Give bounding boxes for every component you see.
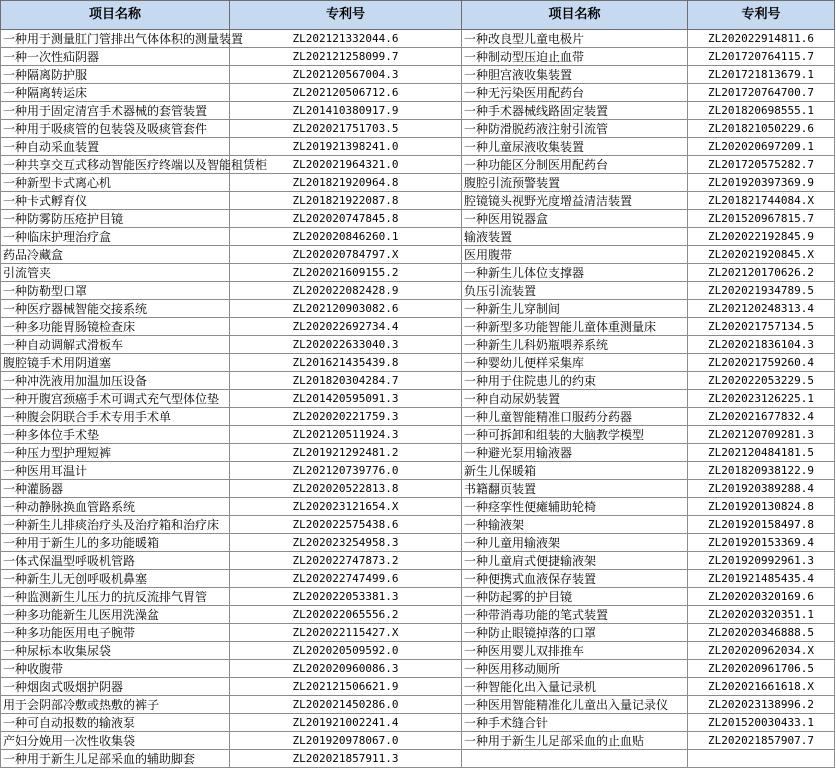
patent-number-right-cell: ZL202120484181.5 [688, 444, 835, 462]
table-row [1, 552, 835, 570]
table-row [1, 498, 835, 516]
table-row [1, 228, 835, 246]
project-name-left-cell: 一种收腹带 [1, 660, 230, 678]
patent-number-left-cell: ZL202022575438.6 [230, 516, 462, 534]
project-name-left-cell: 一种用于固定清宫手术器械的套管装置 [1, 102, 230, 120]
patent-number-left-cell: ZL202022065556.2 [230, 606, 462, 624]
project-name-right-cell: 一种新生儿体位支撑器 [462, 264, 688, 282]
project-name-right-cell: 一种医用锐器盒 [462, 210, 688, 228]
table-row [1, 318, 835, 336]
header-row [1, 1, 835, 30]
patent-number-right-cell: ZL201921485435.4 [688, 570, 835, 588]
project-name-left-cell: 一种多体位手术垫 [1, 426, 230, 444]
patent-number-right-cell: ZL202020320351.1 [688, 606, 835, 624]
patent-number-left-cell: ZL202120903082.6 [230, 300, 462, 318]
project-name-left-cell: 药品冷藏盒 [1, 246, 230, 264]
project-name-right-cell: 输液装置 [462, 228, 688, 246]
project-name-right-cell: 一种新生儿科奶瓶喂养系统 [462, 336, 688, 354]
patent-number-left-cell: ZL201921002241.4 [230, 714, 462, 732]
project-name-right-cell: 腔镜镜头视野光度增益清洁装置 [462, 192, 688, 210]
table-row [1, 156, 835, 174]
project-name-left-cell: 一种防勒型口罩 [1, 282, 230, 300]
project-name-left-cell: 用于会阴部冷敷或热敷的裤子 [1, 696, 230, 714]
project-name-left-cell: 一种尿标本收集尿袋 [1, 642, 230, 660]
patent-number-left-cell: ZL202021751703.5 [230, 120, 462, 138]
table-row [1, 264, 835, 282]
patent-number-right-cell: ZL202021759260.4 [688, 354, 835, 372]
patent-number-right-cell: ZL202023138996.2 [688, 696, 835, 714]
project-name-left-cell: 一种医疗器械智能交接系统 [1, 300, 230, 318]
project-name-right-cell: 一种手术器械线路固定装置 [462, 102, 688, 120]
project-name-left-cell: 一种隔离防护服 [1, 66, 230, 84]
patent-number-left-cell: ZL202023254958.3 [230, 534, 462, 552]
patent-number-right-cell: ZL201821050229.6 [688, 120, 835, 138]
patent-number-right-cell: ZL202120709281.3 [688, 426, 835, 444]
table-row [1, 354, 835, 372]
project-name-left-cell: 一种用于测量肛门管排出气体体积的测量装置 [1, 30, 230, 48]
table-row [1, 336, 835, 354]
patent-number-right-cell: ZL201720764115.7 [688, 48, 835, 66]
project-name-left-cell: 一种多功能胃肠镜检查床 [1, 318, 230, 336]
table-row [1, 408, 835, 426]
project-name-right-cell: 一种防止眼镜掉落的口罩 [462, 624, 688, 642]
header-project-name-right: 项目名称 [462, 1, 688, 30]
patent-number-right-cell: ZL202021661618.X [688, 678, 835, 696]
table-row [1, 678, 835, 696]
project-name-left-cell: 一种开腹宫颈癌手术可调式充气型体位垫 [1, 390, 230, 408]
table-row [1, 192, 835, 210]
project-name-right-cell: 一种痉挛性便瘫辅助轮椅 [462, 498, 688, 516]
patent-number-right-cell: ZL201520030433.1 [688, 714, 835, 732]
patent-number-right-cell: ZL202020961706.5 [688, 660, 835, 678]
project-name-right-cell: 一种制动型压迫止血带 [462, 48, 688, 66]
project-name-right-cell [462, 750, 688, 768]
project-name-left-cell: 一种烟囱式吸烟护阴器 [1, 678, 230, 696]
table-row [1, 606, 835, 624]
patent-number-right-cell: ZL201920130824.8 [688, 498, 835, 516]
table-row [1, 372, 835, 390]
project-name-left-cell: 一种监测新生儿压力的抗反流排气胃管 [1, 588, 230, 606]
patent-number-right-cell: ZL201820938122.9 [688, 462, 835, 480]
patent-number-left-cell: ZL201820304284.7 [230, 372, 462, 390]
project-name-left-cell: 一种临床护理治疗盒 [1, 228, 230, 246]
patent-number-right-cell: ZL202022914811.6 [688, 30, 835, 48]
project-name-right-cell: 书籍翻页装置 [462, 480, 688, 498]
patent-number-left-cell: ZL202022692734.4 [230, 318, 462, 336]
project-name-right-cell: 一种防滑脱药液注射引流管 [462, 120, 688, 138]
project-name-right-cell: 一种手术缝合针 [462, 714, 688, 732]
project-name-left-cell: 一种用于新生儿的多功能暖箱 [1, 534, 230, 552]
project-name-left-cell: 一种一次性疝阴器 [1, 48, 230, 66]
patent-number-left-cell: ZL202022053381.3 [230, 588, 462, 606]
project-name-left-cell: 一种防雾防压疮护目镜 [1, 210, 230, 228]
project-name-right-cell: 一种用于住院患儿的约束 [462, 372, 688, 390]
patent-number-right-cell: ZL201920992961.3 [688, 552, 835, 570]
table-row [1, 534, 835, 552]
project-name-left-cell: 一种新型卡式离心机 [1, 174, 230, 192]
table-row [1, 390, 835, 408]
table-row [1, 426, 835, 444]
patent-number-left-cell: ZL201821922087.8 [230, 192, 462, 210]
project-name-right-cell: 一种可拆卸和组装的大脑教学模型 [462, 426, 688, 444]
project-name-left-cell: 一种冲洗液用加温加压设备 [1, 372, 230, 390]
project-name-left-cell: 一种新生儿无创呼吸机鼻塞 [1, 570, 230, 588]
project-name-right-cell: 一种儿童肩式便捷输液架 [462, 552, 688, 570]
patent-number-right-cell: ZL201920153369.4 [688, 534, 835, 552]
patent-number-left-cell: ZL201921398241.0 [230, 138, 462, 156]
table-row [1, 300, 835, 318]
patent-number-right-cell: ZL202023126225.1 [688, 390, 835, 408]
table-row [1, 30, 835, 48]
project-name-left-cell: 一种隔离转运床 [1, 84, 230, 102]
table-row [1, 732, 835, 750]
patent-number-right-cell: ZL201920397369.9 [688, 174, 835, 192]
patent-number-right-cell: ZL202021677832.4 [688, 408, 835, 426]
patent-number-left-cell: ZL202120511924.3 [230, 426, 462, 444]
project-name-right-cell: 一种医用智能精准化儿童出入量记录仪 [462, 696, 688, 714]
table-row [1, 138, 835, 156]
patent-number-left-cell: ZL202023121654.X [230, 498, 462, 516]
project-name-right-cell: 一种避光泵用输液器 [462, 444, 688, 462]
patent-number-right-cell: ZL201920389288.4 [688, 480, 835, 498]
project-name-left-cell: 一种多功能新生儿医用洗澡盆 [1, 606, 230, 624]
table-row [1, 462, 835, 480]
patent-number-left-cell: ZL202020846260.1 [230, 228, 462, 246]
project-name-right-cell: 一种儿童用输液架 [462, 534, 688, 552]
patent-number-right-cell: ZL202022053229.5 [688, 372, 835, 390]
patent-number-left-cell: ZL202021450286.0 [230, 696, 462, 714]
patent-number-left-cell: ZL202021609155.2 [230, 264, 462, 282]
patent-number-left-cell: ZL202021857911.3 [230, 750, 462, 768]
project-name-left-cell: 一种用于吸痰管的包装袋及吸痰管套件 [1, 120, 230, 138]
patent-number-right-cell: ZL201721813679.1 [688, 66, 835, 84]
table-row [1, 696, 835, 714]
project-name-left-cell: 产妇分娩用一次性收集袋 [1, 732, 230, 750]
project-name-left-cell: 一种用于新生儿足部采血的辅助脚套 [1, 750, 230, 768]
patent-number-left-cell: ZL201410380917.9 [230, 102, 462, 120]
table-row [1, 246, 835, 264]
header-patent-number-right: 专利号 [688, 1, 835, 30]
project-name-right-cell: 一种新生儿穿制间 [462, 300, 688, 318]
patent-number-left-cell: ZL201821920964.8 [230, 174, 462, 192]
patent-number-left-cell: ZL201921292481.2 [230, 444, 462, 462]
patent-number-right-cell: ZL202021836104.3 [688, 336, 835, 354]
project-name-right-cell: 一种智能化出入量记录机 [462, 678, 688, 696]
project-name-right-cell: 腹腔引流预警装置 [462, 174, 688, 192]
project-name-right-cell: 一种功能区分制医用配药台 [462, 156, 688, 174]
patent-number-left-cell: ZL202020221759.3 [230, 408, 462, 426]
patent-number-left-cell: ZL202121258099.7 [230, 48, 462, 66]
patent-number-right-cell: ZL202022192845.9 [688, 228, 835, 246]
project-name-right-cell: 一种无污染医用配药台 [462, 84, 688, 102]
table-row [1, 444, 835, 462]
patent-number-left-cell: ZL202120739776.0 [230, 462, 462, 480]
patent-number-left-cell: ZL202020522813.8 [230, 480, 462, 498]
project-name-right-cell: 一种自动尿奶装置 [462, 390, 688, 408]
project-name-left-cell: 一种自动采血装置 [1, 138, 230, 156]
project-name-right-cell: 一种婴幼儿便样采集库 [462, 354, 688, 372]
project-name-left-cell: 一种灌肠器 [1, 480, 230, 498]
patent-number-right-cell: ZL202021857907.7 [688, 732, 835, 750]
project-name-right-cell: 负压引流装置 [462, 282, 688, 300]
project-name-right-cell: 一种改良型儿童电极片 [462, 30, 688, 48]
patent-number-right-cell: ZL202021757134.5 [688, 318, 835, 336]
project-name-left-cell: 一种医用耳温计 [1, 462, 230, 480]
project-name-left-cell: 一种自动调解式滑板车 [1, 336, 230, 354]
project-name-left-cell: 引流管夹 [1, 264, 230, 282]
table-row [1, 174, 835, 192]
project-name-right-cell: 一种胆宫液收集装置 [462, 66, 688, 84]
table-row [1, 48, 835, 66]
patent-number-left-cell: ZL201920978067.0 [230, 732, 462, 750]
patent-number-left-cell: ZL202022747499.6 [230, 570, 462, 588]
patent-number-left-cell: ZL202020747845.8 [230, 210, 462, 228]
table-row [1, 480, 835, 498]
table-row [1, 120, 835, 138]
project-name-right-cell: 新生儿保暖箱 [462, 462, 688, 480]
project-name-right-cell: 一种输液架 [462, 516, 688, 534]
patent-number-right-cell: ZL201821744084.X [688, 192, 835, 210]
patent-number-right-cell: ZL202120248313.4 [688, 300, 835, 318]
project-name-left-cell: 腹腔镜手术用阴道塞 [1, 354, 230, 372]
patent-number-right-cell: ZL202120170626.2 [688, 264, 835, 282]
table-row [1, 282, 835, 300]
project-name-left-cell: 一种新生儿排痰治疗头及治疗箱和治疗床 [1, 516, 230, 534]
project-name-left-cell: 一种腹会阴联合手术专用手术单 [1, 408, 230, 426]
patent-number-left-cell: ZL202120567004.3 [230, 66, 462, 84]
patent-number-left-cell: ZL202020784797.X [230, 246, 462, 264]
table-row [1, 102, 835, 120]
table-row [1, 210, 835, 228]
table-row [1, 66, 835, 84]
patent-number-left-cell: ZL202022633040.3 [230, 336, 462, 354]
header-project-name-left: 项目名称 [1, 1, 230, 30]
project-name-right-cell: 一种用于新生儿足部采血的止血贴 [462, 732, 688, 750]
patent-number-right-cell: ZL201820698555.1 [688, 102, 835, 120]
table-row [1, 588, 835, 606]
project-name-left-cell: 一种动静脉换血管路系统 [1, 498, 230, 516]
project-name-left-cell: 一体式保温型呼吸机管路 [1, 552, 230, 570]
patent-number-left-cell: ZL201621435439.8 [230, 354, 462, 372]
table-row [1, 624, 835, 642]
patent-number-right-cell: ZL202020346888.5 [688, 624, 835, 642]
patent-number-right-cell [688, 750, 835, 768]
patent-number-right-cell: ZL201520967815.7 [688, 210, 835, 228]
patent-number-right-cell: ZL202021934789.5 [688, 282, 835, 300]
project-name-right-cell: 一种带消毒功能的笔式装置 [462, 606, 688, 624]
patent-number-left-cell: ZL202020960086.3 [230, 660, 462, 678]
table-row [1, 570, 835, 588]
project-name-left-cell: 一种多功能医用电子腕带 [1, 624, 230, 642]
patent-number-left-cell: ZL202022115427.X [230, 624, 462, 642]
project-name-right-cell: 医用腹带 [462, 246, 688, 264]
project-name-left-cell: 一种压力型护理短裤 [1, 444, 230, 462]
patent-number-left-cell: ZL202021964321.0 [230, 156, 462, 174]
project-name-left-cell: 一种共享交互式移动智能医疗终端以及智能租赁柜 [1, 156, 230, 174]
table-row [1, 516, 835, 534]
patent-number-right-cell: ZL201720575282.7 [688, 156, 835, 174]
project-name-left-cell: 一种可自动报数的输液泵 [1, 714, 230, 732]
patent-number-left-cell: ZL202120506712.6 [230, 84, 462, 102]
header-patent-number-left: 专利号 [230, 1, 462, 30]
patent-number-right-cell: ZL201720764700.7 [688, 84, 835, 102]
patent-number-right-cell: ZL201920158497.8 [688, 516, 835, 534]
project-name-left-cell: 一种卡式孵育仪 [1, 192, 230, 210]
patent-number-left-cell: ZL202121506621.9 [230, 678, 462, 696]
patent-number-right-cell: ZL202021920845.X [688, 246, 835, 264]
table-row [1, 714, 835, 732]
table-row [1, 84, 835, 102]
patent-number-left-cell: ZL202020509592.0 [230, 642, 462, 660]
patent-number-left-cell: ZL202121332044.6 [230, 30, 462, 48]
patent-number-left-cell: ZL201420595091.3 [230, 390, 462, 408]
table-row [1, 660, 835, 678]
patent-number-right-cell: ZL202020962034.X [688, 642, 835, 660]
project-name-right-cell: 一种便携式血液保存装置 [462, 570, 688, 588]
project-name-right-cell: 一种医用婴儿双排推车 [462, 642, 688, 660]
table-row [1, 642, 835, 660]
project-name-right-cell: 一种防起雾的护目镜 [462, 588, 688, 606]
project-name-right-cell: 一种新型多功能智能儿童体重测量床 [462, 318, 688, 336]
project-name-right-cell: 一种医用移动厕所 [462, 660, 688, 678]
table-row [1, 750, 835, 768]
patent-number-right-cell: ZL202020697209.1 [688, 138, 835, 156]
patent-number-left-cell: ZL202022082428.9 [230, 282, 462, 300]
project-name-right-cell: 一种儿童智能精准口服药分药器 [462, 408, 688, 426]
project-name-right-cell: 一种儿童尿液收集装置 [462, 138, 688, 156]
patent-number-right-cell: ZL202020320169.6 [688, 588, 835, 606]
patent-number-left-cell: ZL202022747873.2 [230, 552, 462, 570]
